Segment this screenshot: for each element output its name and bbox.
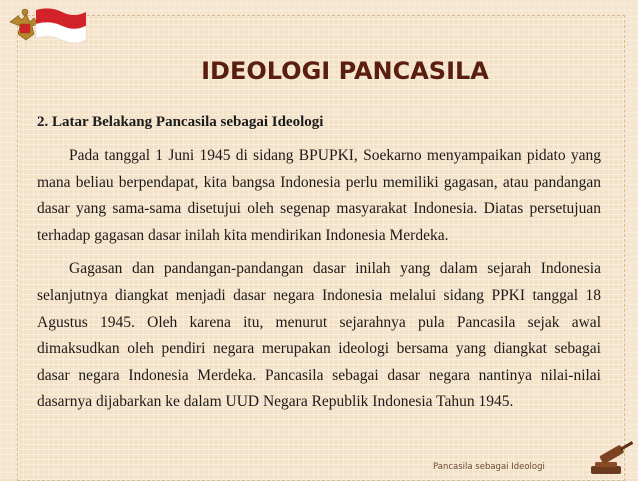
paragraph: Pada tanggal 1 Juni 1945 di sidang BPUPKI, Soekarno menyampaikan pidato yang mana beliau berpendapat, kita bangsa Indonesia perlu memiliki gagasan, atau pandangan dasar yang sama-sama disetujui oleh segenap masyarakat Indonesia. Diatas persetujuan terhadap gagasan dasar inilah kita mendirikan Indonesia Merdeka. xyxy=(37,147,601,244)
footer-caption: Pancasila sebagai Ideologi xyxy=(433,462,545,472)
garuda-and-flag-icon xyxy=(4,4,88,54)
gavel-icon xyxy=(585,436,635,478)
section-heading: 2. Latar Belakang Pancasila sebagai Ideologi xyxy=(37,114,324,130)
page-title: IDEOLOGI PANCASILA xyxy=(201,57,489,85)
body-text xyxy=(37,143,601,423)
paragraph: Gagasan dan pandangan-pandangan dasar inilah yang dalam sejarah Indonesia selanjutnya diangkat menjadi dasar negara Indonesia melalui sidang PPKI tanggal 18 Agustus 1945. Oleh karena itu, menurut sejarahnya pula Pancasila sejak awal dimaksudkan oleh pendiri negara merupakan ideologi bersama yang diangkat sebagai dasar negara Indonesia Merdeka. Pancasila sebagai dasar negara nantinya nilai-nilai dasarnya dijabarkan ke dalam UUD Negara Republik Indonesia Tahun 1945. xyxy=(37,260,601,411)
